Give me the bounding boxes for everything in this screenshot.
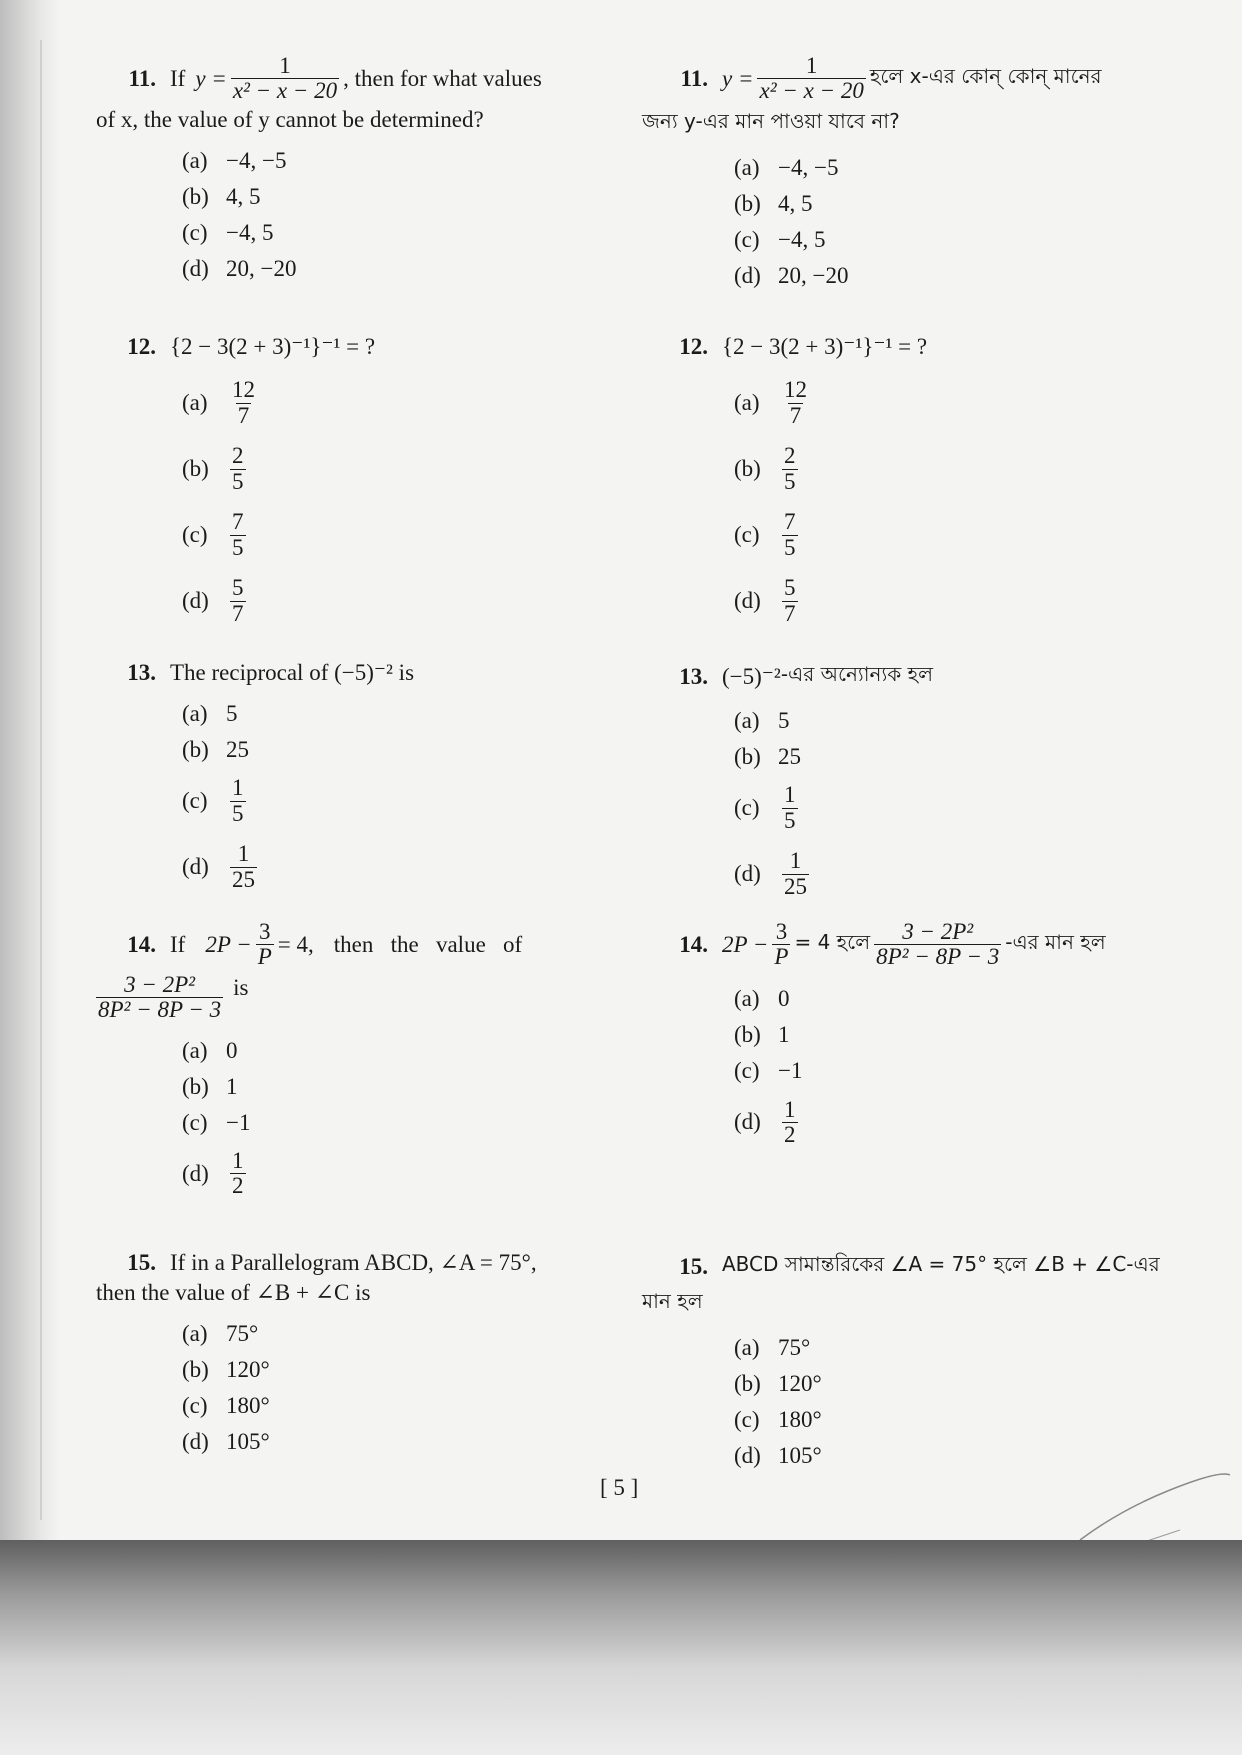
question-11-en [96, 53, 620, 287]
question-number: 13. [127, 660, 156, 685]
option-c[interactable]: (c) 180° [734, 1407, 822, 1432]
options-list [182, 1316, 620, 1460]
question-number: 14. [127, 931, 156, 957]
option-d[interactable]: (d) 105° [734, 1443, 822, 1468]
question-13-bn [652, 660, 1172, 907]
question-number: 13. [679, 663, 708, 689]
question-15-en [96, 1250, 620, 1460]
question-number: 11. [680, 65, 708, 91]
fraction: $\frac{\text{3 − 2P²}}{\text{8P² − 8P − 3}}$ [98, 972, 222, 1023]
question-expression: (−5)⁻² [722, 663, 781, 689]
page-fold-line [40, 40, 42, 1520]
option-d[interactable]: (d) $\frac{1}{2}$ [734, 1096, 796, 1147]
option-a[interactable]: (a) −4, −5 [734, 155, 839, 181]
question-number: 15. [679, 1253, 708, 1279]
options-list [182, 370, 620, 634]
question-continuation: জন্য y-এর মান পাওয়া যাবে না? [642, 109, 900, 134]
options-list [734, 150, 1172, 294]
options-list [734, 981, 1172, 1155]
option-c[interactable]: (c) $\frac{1}{5}$ [182, 775, 244, 826]
options-list [734, 703, 1172, 907]
option-d[interactable]: (d) 20, −20 [182, 256, 297, 282]
option-c[interactable]: (c) $\frac{7}{5}$ [182, 509, 244, 560]
question-text: If in a Parallelogram ABCD, ∠A = 75°, [170, 1250, 537, 1275]
option-b[interactable]: (b) 1 [182, 1073, 238, 1099]
question-12-bn [652, 334, 1172, 634]
question-14-bn: 14. 2P − $\frac{3}{P}$ = 4 হলে $\frac{\text{3 − 2P²}}{\text{8P² − 8P − 3}}$ -এর মান হল (a) 0 (b) 1 (c) −1 (d) $\frac{1}{2}$ [652, 920, 1172, 1155]
question-continuation: then the value of ∠B + ∠C is [96, 1280, 371, 1305]
question-13-en [100, 660, 620, 900]
math-text: y = [195, 65, 227, 91]
option-c[interactable]: (c) $\frac{7}{5}$ [734, 509, 796, 560]
question-number: 11. [128, 65, 156, 91]
option-c[interactable]: (c) −1 [182, 1109, 251, 1135]
question-continuation: of x, the value of y cannot be determined? [96, 107, 484, 133]
question-number: 14. [679, 931, 708, 957]
option-d[interactable]: (d) $\frac{5}{7}$ [182, 575, 244, 626]
question-text: , then for what values [343, 65, 542, 91]
option-d[interactable]: (d) $\frac{5}{7}$ [734, 575, 796, 626]
question-text: The reciprocal of (−5)⁻² is [170, 660, 415, 685]
option-c[interactable]: (c) $\frac{1}{5}$ [734, 782, 796, 833]
question-number: 12. [127, 334, 156, 359]
fraction: $\frac{3}{P}$ [257, 919, 272, 970]
option-a[interactable]: (a) 75° [734, 1335, 811, 1360]
fraction: $\frac{\text{3 − 2P²}}{\text{8P² − 8P − 3}}$ [876, 919, 1000, 970]
option-a[interactable]: (a) $\frac{12}{7}$ [734, 377, 807, 428]
options-list [734, 1330, 1172, 1474]
options-list [182, 143, 620, 287]
fraction: $\frac{3}{P}$ [774, 919, 789, 970]
option-d[interactable]: (d) $\frac{1}{25}$ [734, 848, 807, 899]
option-b[interactable]: (b) $\frac{2}{5}$ [734, 443, 796, 494]
question-text: -এর অন্যোন্যক হল [780, 662, 934, 686]
question-11-bn: 11. y = $\frac{1}{\text{x² − x − 20}}$ হলে x-এর কোন্ কোন্ মানের জন্য y-এর মান পাওয়া যাবে না? (a) −4, −5 (b) 4, 5 (c) −4, 5 (d) 20, −20 [652, 54, 1172, 294]
page-number: [ 5 ] [600, 1475, 639, 1500]
scan-shadow-bottom [0, 1540, 1242, 1755]
question-number: 15. [127, 1250, 156, 1275]
question-number: 12. [679, 334, 708, 359]
option-b[interactable]: (b) 120° [734, 1371, 822, 1396]
question-expression: {2 − 3(2 + 3)⁻¹}⁻¹ = ? [170, 334, 376, 359]
option-b[interactable]: (b) 120° [182, 1357, 270, 1382]
option-d[interactable]: (d) 20, −20 [734, 263, 849, 289]
option-d[interactable]: (d) $\frac{1}{25}$ [182, 841, 255, 892]
option-a[interactable]: (a) 75° [182, 1321, 259, 1346]
option-c[interactable]: (c) −4, 5 [182, 220, 274, 246]
options-list [182, 1033, 620, 1207]
option-b[interactable]: (b) 4, 5 [182, 184, 261, 210]
question-14-en: 14. If 2P − $\frac{3}{P}$ = 4, then the value of $\frac{\text{3 − 2P²}}{\text{8P² − 8P − 3}}$ is (a) 0 (b) 1 (c) −1 (d) $\frac{1}{2}$ [100, 920, 620, 1207]
question-15-bn [642, 1250, 1172, 1474]
question-text: ABCD সামান্তরিকের ∠A = 75° হলে ∠B + ∠C-এর [722, 1252, 1160, 1276]
option-b[interactable]: (b) 1 [734, 1022, 790, 1048]
option-b[interactable]: (b) 25 [734, 744, 801, 769]
option-d[interactable]: (d) 105° [182, 1429, 270, 1454]
option-a[interactable]: (a) $\frac{12}{7}$ [182, 377, 255, 428]
option-c[interactable]: (c) 180° [182, 1393, 270, 1418]
option-a[interactable]: (a) 0 [182, 1037, 238, 1063]
question-expression: {2 − 3(2 + 3)⁻¹}⁻¹ = ? [722, 334, 928, 359]
question-12-en [100, 334, 620, 634]
question-continuation: $\frac{\text{3 − 2P²}}{\text{8P² − 8P − 3}}$ is [98, 972, 249, 1023]
option-a[interactable]: (a) 5 [182, 701, 238, 726]
option-a[interactable]: (a) 5 [734, 708, 790, 733]
option-c[interactable]: (c) −4, 5 [734, 227, 826, 253]
question-text: হলে x-এর কোন্ কোন্ মানের [869, 64, 1102, 89]
option-a[interactable]: (a) −4, −5 [182, 148, 287, 174]
question-continuation: মান হল [642, 1289, 703, 1313]
question-text: If [170, 65, 186, 91]
option-c[interactable]: (c) −1 [734, 1058, 803, 1084]
option-d[interactable]: (d) $\frac{1}{2}$ [182, 1147, 244, 1199]
options-list [182, 696, 620, 900]
option-a[interactable]: (a) 0 [734, 986, 790, 1012]
option-b[interactable]: (b) 25 [182, 737, 249, 762]
scan-shadow-left [0, 0, 60, 1755]
options-list [734, 370, 1172, 634]
option-b[interactable]: (b) 4, 5 [734, 191, 813, 217]
option-b[interactable]: (b) $\frac{2}{5}$ [182, 443, 244, 494]
fraction: $\frac{1}{\text{x² − x − 20}}$ [232, 53, 338, 104]
fraction: $\frac{1}{\text{x² − x − 20}}$ [759, 53, 864, 104]
